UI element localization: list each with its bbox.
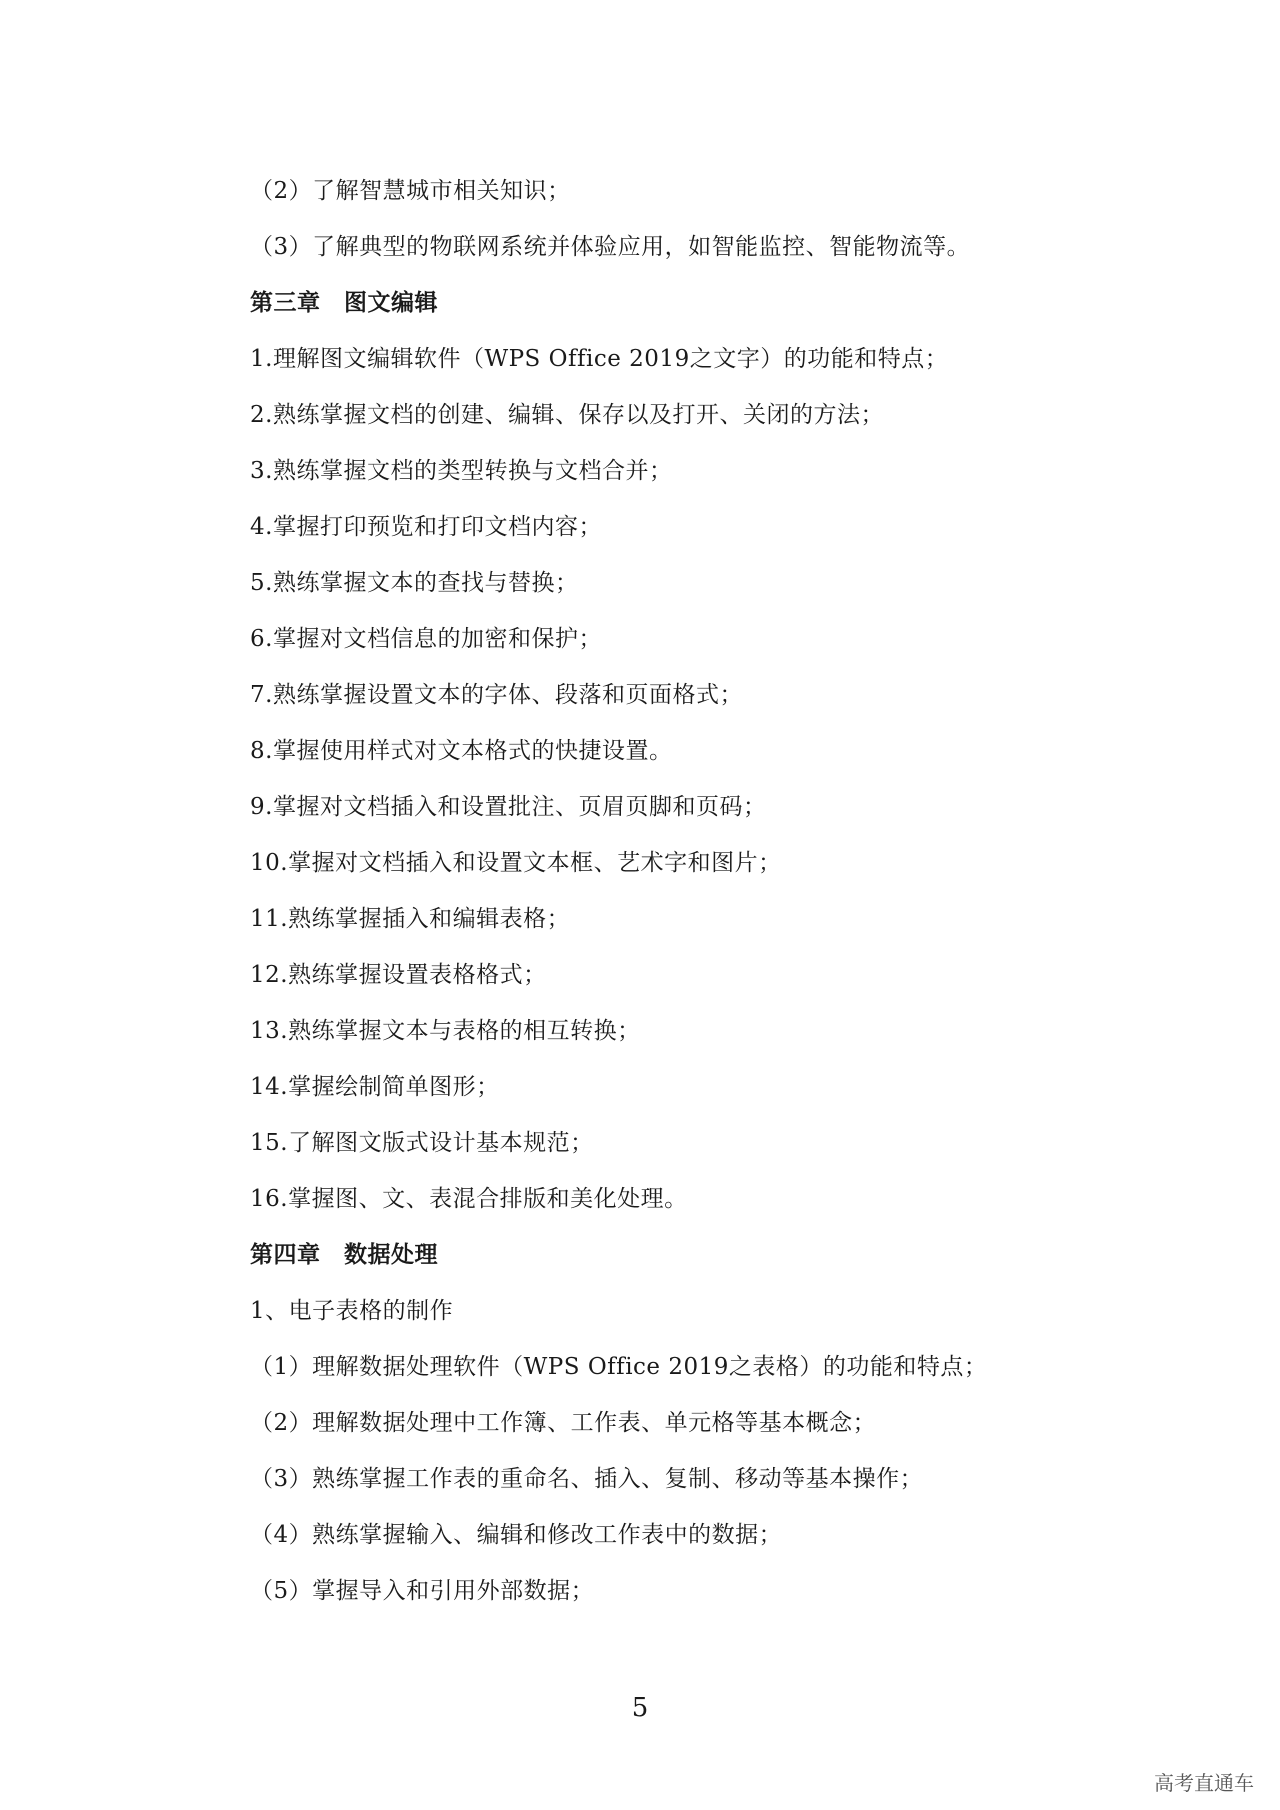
list-item: 2.熟练掌握文档的创建、编辑、保存以及打开、关闭的方法；: [250, 402, 884, 428]
list-item: （3）了解典型的物联网系统并体验应用，如智能监控、智能物流等。: [250, 234, 971, 260]
list-item: 14.掌握绘制简单图形；: [250, 1074, 500, 1100]
list-item: （4）熟练掌握输入、编辑和修改工作表中的数据；: [250, 1522, 783, 1548]
list-item: （1）理解数据处理软件（WPS Office 2019之表格）的功能和特点；: [250, 1354, 988, 1380]
list-item: 6.掌握对文档信息的加密和保护；: [250, 626, 602, 652]
watermark: 高考直通车: [1154, 1771, 1254, 1795]
list-item: 12.熟练掌握设置表格格式；: [250, 962, 547, 988]
list-item: 1.理解图文编辑软件（WPS Office 2019之文字）的功能和特点；: [250, 346, 949, 372]
list-item: 4.掌握打印预览和打印文档内容；: [250, 514, 602, 540]
list-item: 11.熟练掌握插入和编辑表格；: [250, 906, 571, 932]
list-item: 3.熟练掌握文档的类型转换与文档合并；: [250, 458, 673, 484]
list-item: 5.熟练掌握文本的查找与替换；: [250, 570, 579, 596]
list-item: （2）理解数据处理中工作簿、工作表、单元格等基本概念；: [250, 1410, 877, 1436]
list-item: 7.熟练掌握设置文本的字体、段落和页面格式；: [250, 682, 743, 708]
list-item: 13.熟练掌握文本与表格的相互转换；: [250, 1018, 641, 1044]
list-item: 9.掌握对文档插入和设置批注、页眉页脚和页码；: [250, 794, 767, 820]
list-item: 16.掌握图、文、表混合排版和美化处理。: [250, 1186, 688, 1212]
page-number: 5: [631, 1693, 649, 1723]
list-item: （5）掌握导入和引用外部数据；: [250, 1578, 595, 1604]
chapter-heading: 第三章 图文编辑: [250, 289, 438, 316]
list-item: 10.掌握对文档插入和设置文本框、艺术字和图片；: [250, 850, 782, 876]
section-heading: 1、电子表格的制作: [250, 1298, 454, 1324]
list-item: 15.了解图文版式设计基本规范；: [250, 1130, 594, 1156]
chapter-heading: 第四章 数据处理: [250, 1241, 438, 1268]
list-item: （2）了解智慧城市相关知识；: [250, 178, 571, 204]
list-item: 8.掌握使用样式对文本格式的快捷设置。: [250, 738, 673, 764]
list-item: （3）熟练掌握工作表的重命名、插入、复制、移动等基本操作；: [250, 1466, 924, 1492]
